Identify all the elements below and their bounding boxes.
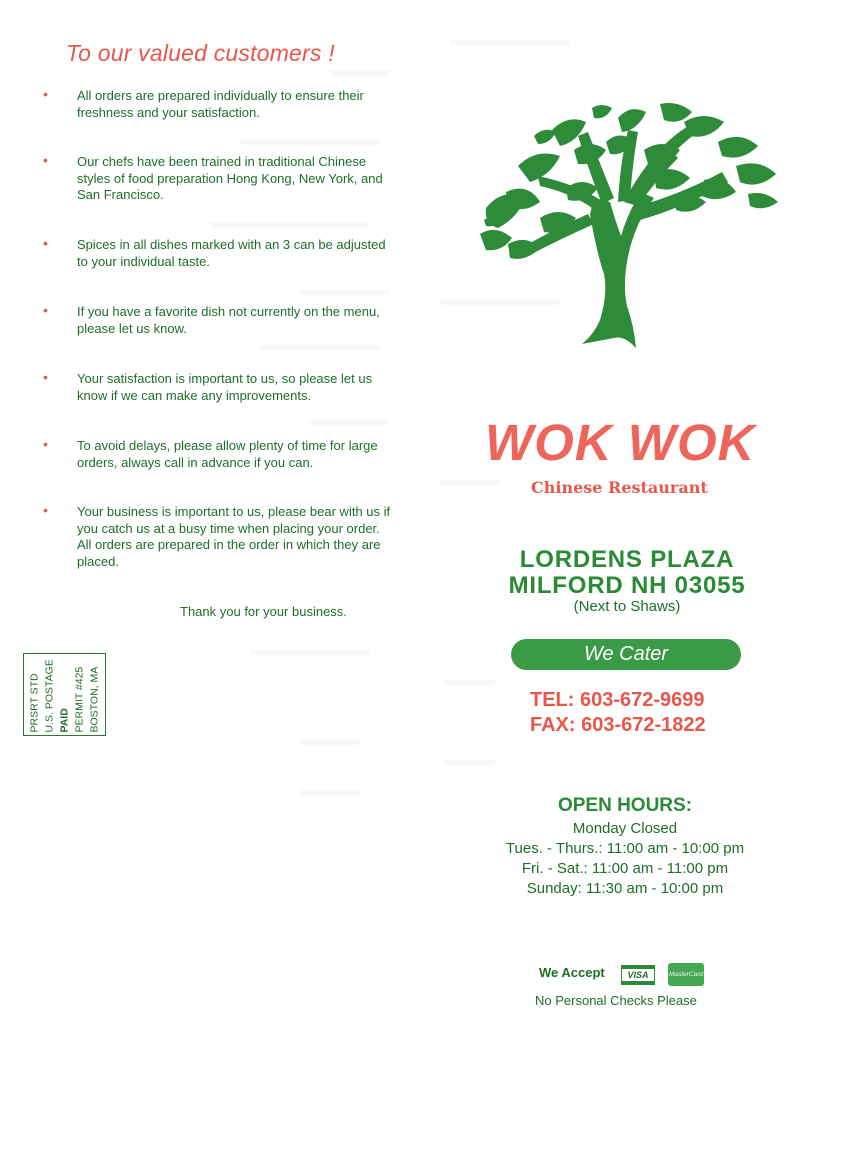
notice-text: If you have a favorite dish not currently on the menu, please let us know. — [77, 304, 380, 336]
bullet-icon: • — [43, 502, 48, 518]
mastercard-card-label: MasterCard — [669, 971, 703, 978]
no-checks-note: No Personal Checks Please — [535, 993, 697, 1008]
indicia-line: U.S. POSTAGE — [43, 658, 55, 732]
notice-text: Your satisfaction is important to us, so please let us know if we can make any improvements. — [77, 371, 373, 403]
we-cater-banner: We Cater — [511, 639, 741, 670]
notice-text: Your business is important to us, please bear with us if you catch us at a busy time when placing your order. All orders are prepared in the order in which they are placed. — [77, 504, 391, 569]
indicia-line: PAID — [58, 707, 70, 732]
restaurant-name: WOK WOK — [485, 414, 756, 471]
hours-line: Fri. - Sat.: 11:00 am - 11:00 pm — [521, 860, 729, 877]
address-line-1: LORDENS PLAZA — [519, 546, 735, 573]
thank-you-text: Thank you for your business. — [180, 604, 347, 619]
we-accept-label: We Accept — [539, 965, 605, 980]
postage-indicia-text — [23, 653, 106, 736]
open-hours-title: OPEN HOURS: — [557, 795, 693, 816]
visa-card-icon — [621, 965, 655, 985]
fax-number: FAX: 603-672-1822 — [530, 714, 706, 736]
bullet-icon: • — [43, 152, 48, 168]
tree-logo-icon — [478, 102, 784, 352]
indicia-line: PERMIT #425 — [73, 666, 85, 732]
indicia-line: PRSRT STD — [28, 672, 40, 732]
customer-notice-heading: To our valued customers ! — [66, 40, 335, 66]
hours-line: Monday Closed — [572, 820, 678, 837]
notice-text: To avoid delays, please allow plenty of time for large orders, always call in advance if you can. — [77, 438, 378, 470]
visa-card-label: VISA — [627, 970, 649, 980]
restaurant-subtitle: Chinese Restaurant — [531, 478, 708, 497]
address-line-2: MILFORD NH 03055 — [508, 572, 746, 599]
telephone-number: TEL: 603-672-9699 — [530, 689, 705, 711]
notice-text: Our chefs have been trained in traditional Chinese styles of food preparation Hong Kong, New York, and San Francisco. — [77, 154, 383, 203]
notice-text: Spices in all dishes marked with an 3 can be adjusted to your individual taste. — [77, 237, 386, 269]
bullet-icon: • — [43, 235, 48, 251]
postage-indicia — [23, 653, 106, 736]
bullet-icon: • — [43, 86, 48, 102]
indicia-line: BOSTON, MA — [88, 666, 100, 732]
bullet-icon: • — [43, 369, 48, 385]
bullet-icon: • — [43, 436, 48, 452]
mastercard-card-icon — [668, 963, 704, 986]
bullet-icon: • — [43, 302, 48, 318]
hours-line: Sunday: 11:30 am - 10:00 pm — [526, 880, 724, 897]
hours-line: Tues. - Thurs.: 11:00 am - 10:00 pm — [505, 840, 745, 857]
notice-text: All orders are prepared individually to ensure their freshness and your satisfaction. — [77, 88, 364, 120]
address-note: (Next to Shaws) — [573, 598, 681, 615]
